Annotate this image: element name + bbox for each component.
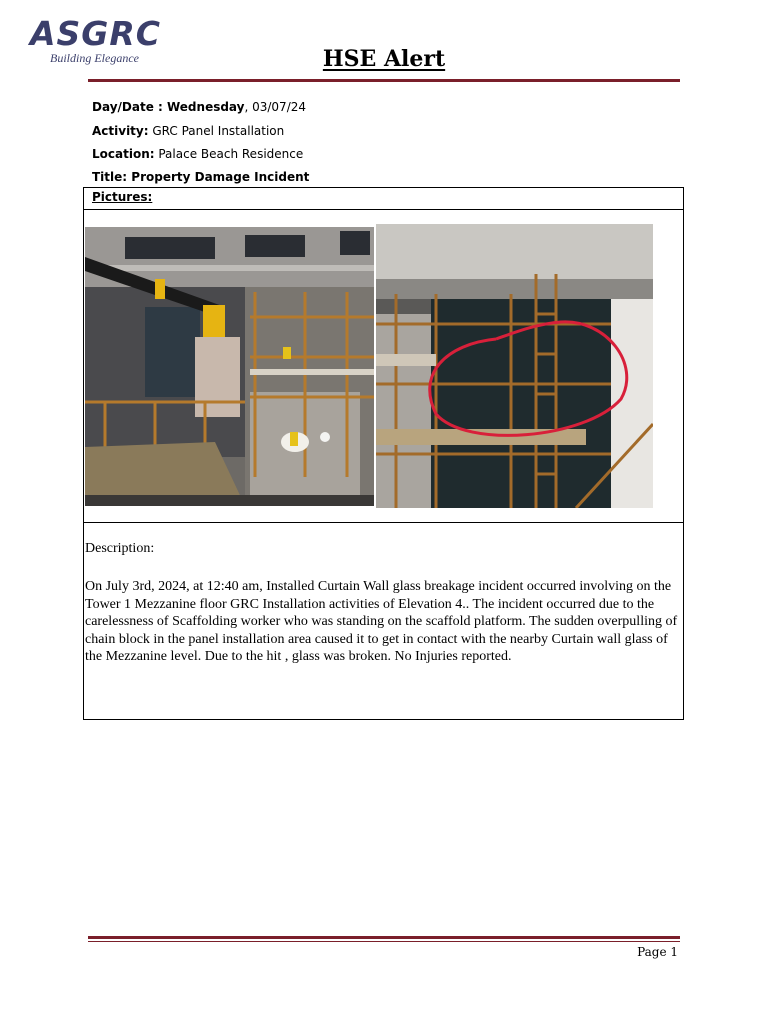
location-label: Location: — [92, 147, 155, 161]
description-label: Description: — [85, 541, 155, 556]
footer-divider — [88, 936, 680, 939]
site-photo-glass-damage-image — [376, 224, 653, 508]
footer-divider-thin — [88, 941, 680, 942]
site-photo-glass-damage — [376, 224, 653, 508]
page-number: Page 1 — [637, 945, 678, 959]
header-divider — [88, 79, 680, 82]
location-value: Palace Beach Residence — [154, 147, 304, 161]
activity-label: Activity: — [92, 124, 149, 138]
date-label: Day/Date : Wednesday — [92, 100, 245, 114]
description-text: On July 3rd, 2024, at 12:40 am, Installed Curtain Wall glass breakage incident occurred involving on the Tower 1 Mezzanine floor GRC Installation activities of Elevation 4.. The incident occurred due to the carelessness of Scaffolding worker who was standing on the scaffold platform. The sudden overpulling of chain block in the panel installation area caused it to get in contact with the nearby Curtain wall glass of the Mezzanine level. Due to the hit , glass was broken. No Injuries reported. — [85, 579, 678, 665]
logo-tagline: Building Elegance — [50, 51, 139, 65]
page-title: HSE Alert — [322, 46, 446, 72]
location-line — [92, 147, 303, 161]
pictures-label: Pictures: — [92, 190, 153, 204]
title-label: Title: — [92, 170, 128, 184]
activity-value: GRC Panel Installation — [148, 124, 285, 138]
date-line — [92, 100, 306, 114]
site-photo-crane-image — [85, 227, 374, 506]
logo-wordmark: ASGRC — [30, 14, 162, 53]
site-photo-crane — [85, 227, 374, 506]
title-value: Property Damage Incident — [127, 170, 310, 184]
pictures-header-cell — [83, 187, 684, 210]
date-value: , 03/07/24 — [244, 100, 307, 114]
activity-line — [92, 124, 284, 138]
title-line — [92, 170, 309, 184]
